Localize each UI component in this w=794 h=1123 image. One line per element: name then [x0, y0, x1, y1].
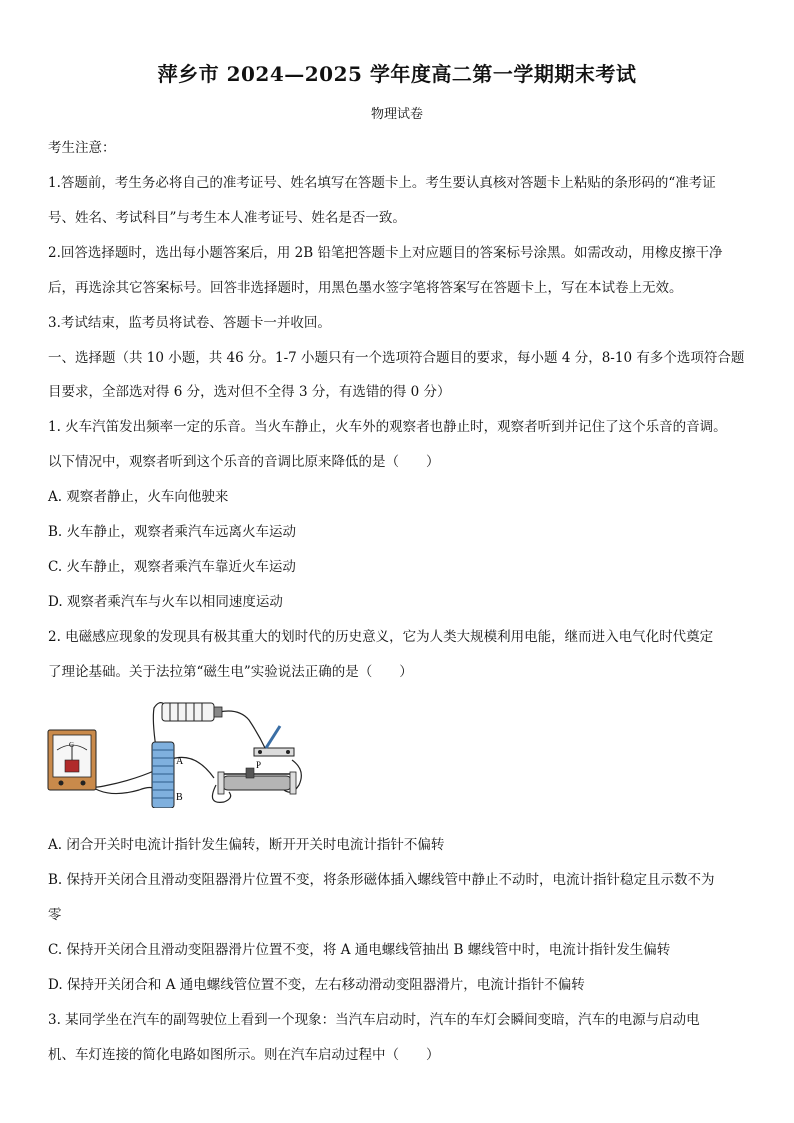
question-1-option-a: A. 观察者静止，火车向他驶来: [48, 489, 229, 505]
section-instructions: 一、选择题（共 10 小题，共 46 分。1-7 小题只有一个选项符合题目的要求，每小题 4 分，8-10 有多个选项符合题: [48, 350, 745, 366]
question-3-stem: 机、车灯连接的简化电路如图所示。则在汽车启动过程中（ ）: [48, 1047, 440, 1063]
notice-heading: 考生注意：: [48, 140, 116, 156]
notice-line: 3.考试结束，监考员将试卷、答题卡一并收回。: [48, 315, 331, 331]
exam-title: 萍乡市 2024—2025 学年度高二第一学期期末考试: [157, 62, 637, 86]
question-1-option-c: C. 火车静止，观察者乘汽车靠近火车运动: [48, 559, 296, 575]
notice-line: 2.回答选择题时，选出每小题答案后，用 2B 铅笔把答题卡上对应题目的答案标号涂黑。如需改动，用橡皮擦干净: [48, 245, 723, 261]
question-2-stem: 2. 电磁感应现象的发现具有极其重大的划时代的历史意义，它为人类大规模利用电能，继而进入电气化时代奠定: [48, 629, 714, 645]
question-2-option-b: B. 保持开关闭合且滑动变阻器滑片位置不变，将条形磁体插入螺线管中静止不动时，电流计指针稳定且示数不为: [48, 872, 715, 888]
section-instructions: 目要求，全部选对得 6 分，选对但不全得 3 分，有选错的得 0 分）: [48, 384, 451, 400]
slider-label: P: [256, 760, 262, 770]
question-1-stem: 以下情况中，观察者听到这个乐音的音调比原来降低的是（ ）: [48, 454, 440, 470]
coil-b: [152, 742, 174, 808]
galvanometer: [48, 730, 96, 790]
coil-b-label: B: [176, 792, 183, 803]
question-2-stem: 了理论基础。关于法拉第“磁生电”实验说法正确的是（ ）: [48, 664, 413, 680]
rheostat: [218, 768, 296, 794]
coil-a: [162, 703, 222, 721]
switch: [254, 726, 294, 756]
question-1-option-d: D. 观察者乘汽车与火车以相同速度运动: [48, 594, 283, 610]
question-2-option-a: A. 闭合开关时电流计指针发生偏转，断开开关时电流计指针不偏转: [48, 837, 445, 853]
question-2-option-c: C. 保持开关闭合且滑动变阻器滑片位置不变，将 A 通电螺线管抽出 B 螺线管中时，电流计指针发生偏转: [48, 942, 671, 958]
notice-line: 后，再选涂其它答案标号。回答非选择题时，用黑色墨水签字笔将答案写在答题卡上，写在本试卷上无效。: [48, 280, 683, 296]
question-1-option-b: B. 火车静止，观察者乘汽车远离火车运动: [48, 524, 297, 540]
question-3-stem: 3. 某同学坐在汽车的副驾驶位上看到一个现象：当汽车启动时，汽车的车灯会瞬间变暗，汽车的电源与启动电: [48, 1012, 700, 1028]
coil-a-label: A: [176, 756, 184, 767]
question-2-option-d: D. 保持开关闭合和 A 通电螺线管位置不变，左右移动滑动变阻器滑片，电流计指针不偏转: [48, 977, 585, 993]
notice-line: 1.答题前，考生务必将自己的准考证号、姓名填写在答题卡上。考生要认真核对答题卡上粘贴的条形码的“准考证: [48, 175, 716, 191]
galvanometer-label: G: [69, 741, 75, 749]
question-2-option-b-cont: 零: [48, 907, 62, 923]
question-1-stem: 1. 火车汽笛发出频率一定的乐音。当火车静止，火车外的观察者也静止时，观察者听到并记住了这个乐音的音调。: [48, 419, 727, 435]
faraday-apparatus-figure: [44, 690, 306, 808]
notice-line: 号、姓名、考试科目”与考生本人准考证号、姓名是否一致。: [48, 210, 406, 226]
exam-subject: 物理试卷: [370, 107, 423, 122]
